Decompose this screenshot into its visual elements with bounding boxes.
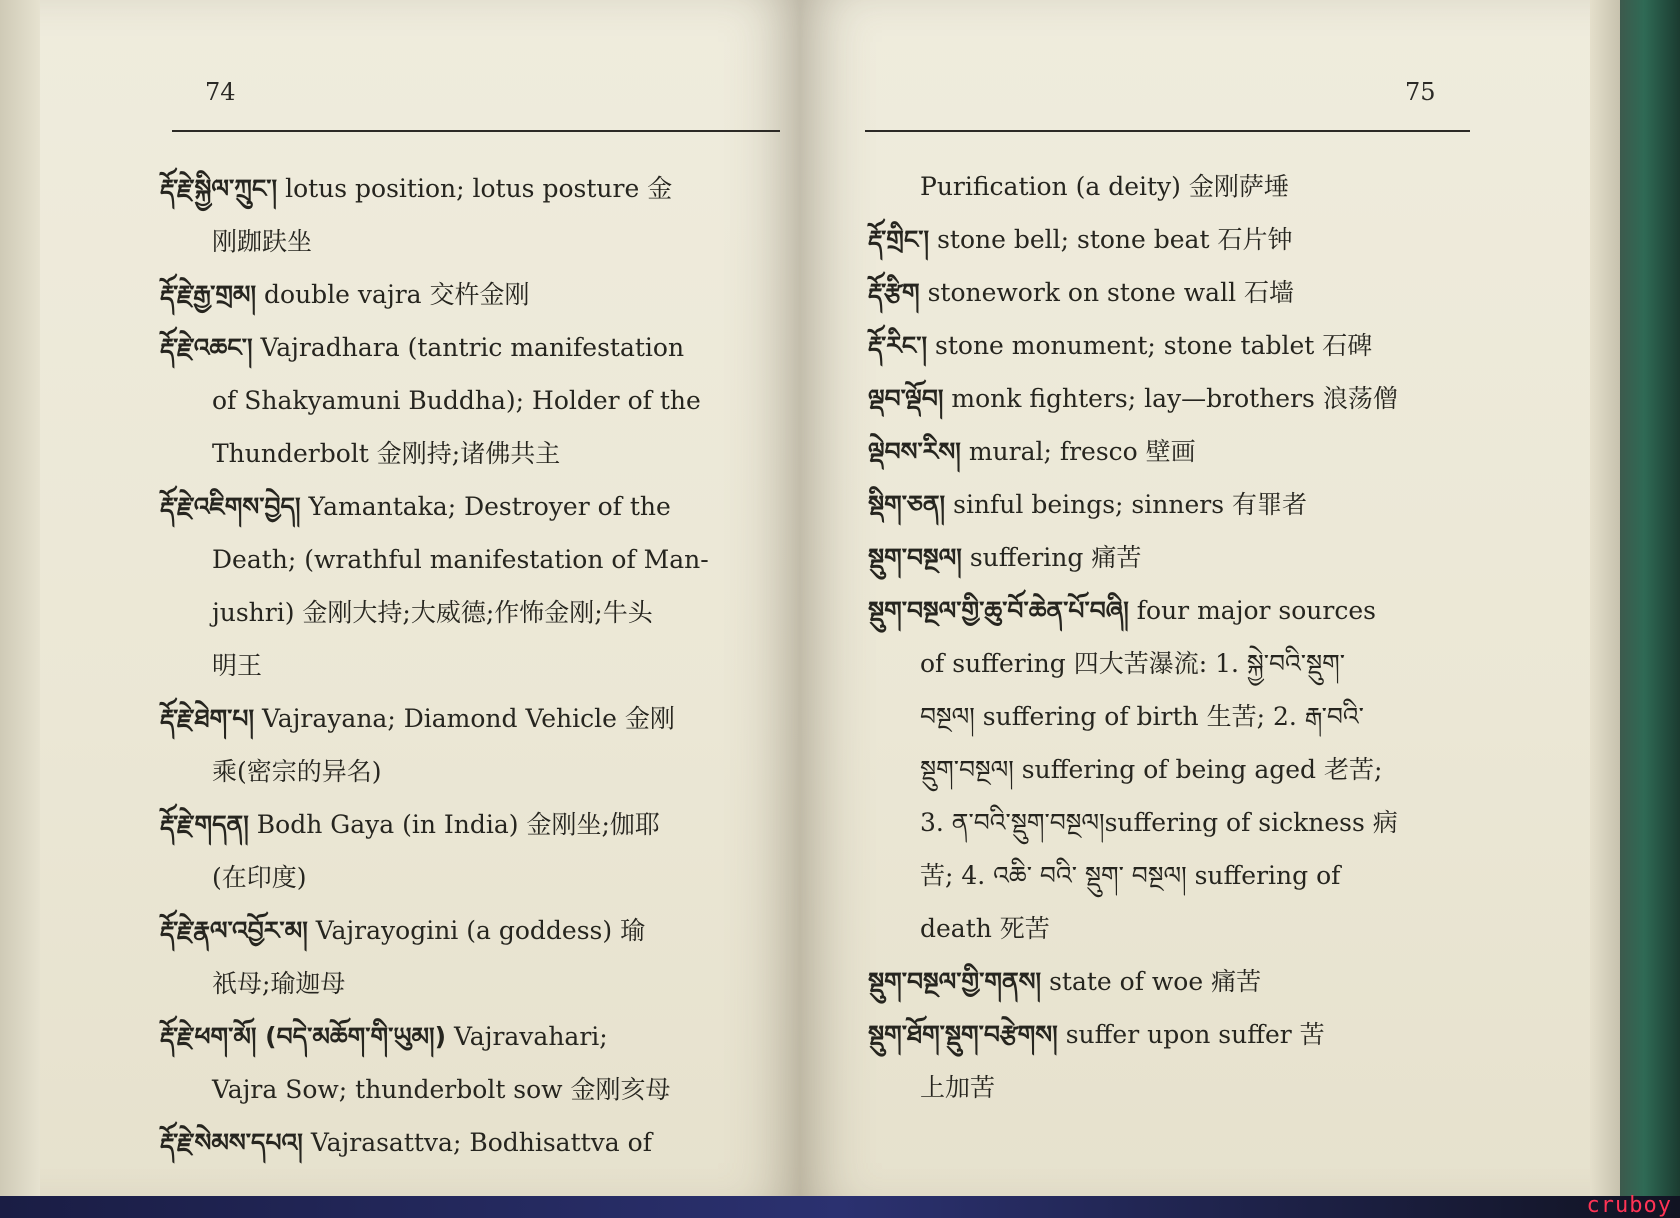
- entry-continuation-line: 3. ན་བའི་སྡུག་བསྔལ།suffering of sickness 病: [920, 808, 1398, 837]
- entry-first-line: [868, 160, 1488, 213]
- entry-definition: stonework on stone wall 石墙: [927, 278, 1295, 307]
- page-number-left: 74: [205, 78, 236, 106]
- entry-definition: Yamantaka; Destroyer of the: [308, 492, 671, 521]
- entry-definition: Vajrasattva; Bodhisattva of: [310, 1128, 652, 1157]
- entry-headword: རྡོ་རྗེ་གདན།: [160, 810, 249, 839]
- entry-continuation-line: Death; (wrathful manifestation of Man-: [212, 545, 709, 574]
- entry-continuation-line: of Shakyamuni Buddha); Holder of the: [212, 386, 701, 415]
- entry-headword: རྡོ་རྗེ་རྒྱ་གྲམ།: [160, 280, 257, 309]
- entry-headword: སྡུག་བསྔལ་གྱི་གནས།: [868, 967, 1042, 996]
- entry-definition: Vajradhara (tantric manifestation: [260, 333, 685, 362]
- entry-headword: སྡུག་ཐོག་སྡུག་བརྩེགས།: [868, 1020, 1058, 1049]
- dictionary-entry: [160, 162, 785, 268]
- watermark: cruboy: [1586, 1193, 1672, 1218]
- entry-headword: སྡུག་བསྔལ་གྱི་ཆུ་བོ་ཆེན་པོ་བཞི།: [868, 596, 1129, 625]
- entry-headword: རྡོ་རྗེ་འཆང་།: [160, 333, 253, 362]
- entry-definition: Bodh Gaya (in India) 金刚坐;伽耶: [256, 810, 660, 839]
- entry-first-line: [868, 266, 1488, 319]
- entry-continuation-line: 苦; 4. འཆི་ བའི་ སྡུག་ བསྔལ། suffering of: [920, 861, 1341, 890]
- page-edge: [1590, 0, 1620, 1205]
- entry-headword: རྡོ་རྗེ་སྐྱིལ་ཀྲུང་།: [160, 174, 278, 203]
- entry-definition: lotus position; lotus posture 金: [285, 174, 673, 203]
- entry-definition: suffer upon suffer 苦: [1065, 1020, 1325, 1049]
- dictionary-entry: [160, 1116, 785, 1169]
- entry-definition: mural; fresco 壁画: [968, 437, 1196, 466]
- book-cover-edge: [1620, 0, 1680, 1205]
- left-page: [0, 0, 800, 1205]
- entry-first-line: [160, 1116, 785, 1169]
- entry-continuation-line: བསྔལ། suffering of birth 生苦; 2. རྒ་བའི་: [920, 702, 1364, 731]
- dictionary-entry: [160, 268, 785, 321]
- dictionary-entry: [160, 1010, 785, 1116]
- entry-first-line: [868, 584, 1488, 637]
- header-rule: [172, 130, 780, 132]
- entry-definition: Purification (a deity) 金刚萨埵: [920, 172, 1289, 201]
- entry-first-line: [160, 692, 785, 745]
- entry-continuation-line: death 死苦: [920, 914, 1050, 943]
- right-page: [800, 0, 1620, 1205]
- entry-first-line: [868, 213, 1488, 266]
- entry-definition: stone bell; stone beat 石片钟: [937, 225, 1293, 254]
- entry-headword: རྡོ་རྗེ་སེམས་དཔའ།: [160, 1128, 303, 1157]
- entry-headword: རྡོ་རྗེ་ཕག་མོ། (བདེ་མཆོག་གི་ཡུམ།): [160, 1022, 447, 1051]
- entry-continuation-line: སྡུག་བསྔལ། suffering of being aged 老苦;: [920, 755, 1383, 784]
- entry-headword: སྡིག་ཅན།: [868, 490, 946, 519]
- entry-definition: sinful beings; sinners 有罪者: [953, 490, 1307, 519]
- entry-first-line: [868, 531, 1488, 584]
- dictionary-entry: [868, 372, 1488, 425]
- dictionary-entry: [868, 160, 1488, 213]
- entry-continuation-line: 上加苦: [920, 1073, 996, 1102]
- entry-continuation-line: jushri) 金刚大持;大威德;作怖金刚;牛头: [212, 598, 653, 627]
- entry-continuation-line: of suffering 四大苦瀑流: 1. སྐྱེ་བའི་སྡུག་: [920, 649, 1346, 678]
- entry-headword: རྡོ་རྗེ་ཐེག་པ།: [160, 704, 255, 733]
- dictionary-entry: [868, 425, 1488, 478]
- entry-first-line: [868, 478, 1488, 531]
- entry-first-line: [868, 1008, 1488, 1061]
- dictionary-entry: [160, 480, 785, 692]
- entry-headword: ལྡེབས་རིས།: [868, 437, 961, 466]
- entry-headword: རྡོ་རིང་།: [868, 331, 928, 360]
- entry-first-line: [160, 268, 785, 321]
- entry-first-line: [160, 904, 785, 957]
- entry-continuation-line: Thunderbolt 金刚持;诸佛共主: [212, 439, 561, 468]
- entry-first-line: [868, 319, 1488, 372]
- entry-continuation-line: 乘(密宗的异名): [212, 757, 382, 786]
- dictionary-entry: [868, 584, 1488, 955]
- entry-definition: state of woe 痛苦: [1049, 967, 1262, 996]
- entry-first-line: [160, 1010, 785, 1063]
- dictionary-entry: [868, 266, 1488, 319]
- dictionary-entry: [868, 531, 1488, 584]
- entry-definition: suffering 痛苦: [969, 543, 1142, 572]
- dictionary-entry: [160, 321, 785, 480]
- entry-headword: སྡུག་བསྔལ།: [868, 543, 962, 572]
- dictionary-entry: [868, 319, 1488, 372]
- entry-definition: double vajra 交杵金刚: [264, 280, 530, 309]
- dictionary-entry: [868, 1008, 1488, 1114]
- entry-headword: རྡོ་གྲིང་།: [868, 225, 930, 254]
- entry-list: [868, 160, 1488, 1114]
- entry-continuation-line: Vajra Sow; thunderbolt sow 金刚亥母: [212, 1075, 671, 1104]
- dictionary-entry: [160, 692, 785, 798]
- entry-headword: རྡོ་རྗེ་འཇིགས་བྱེད།: [160, 492, 301, 521]
- entry-continuation-line: 明王: [212, 651, 263, 680]
- entry-first-line: [868, 955, 1488, 1008]
- dictionary-entry: [160, 798, 785, 904]
- entry-headword: རྡོ་རྩིག: [868, 278, 920, 307]
- entry-continuation-line: 刚跏趺坐: [212, 227, 313, 256]
- dictionary-entry: [868, 478, 1488, 531]
- entry-definition: four major sources: [1136, 596, 1376, 625]
- dictionary-entry: [160, 904, 785, 1010]
- entry-first-line: [868, 425, 1488, 478]
- entry-first-line: [160, 162, 785, 215]
- header-rule: [865, 130, 1470, 132]
- entry-definition: monk fighters; lay—brothers 浪荡僧: [951, 384, 1398, 413]
- entry-definition: Vajrayogini (a goddess) 瑜: [315, 916, 646, 945]
- entry-first-line: [160, 321, 785, 374]
- entry-headword: རྡོ་རྗེ་རྣལ་འབྱོར་མ།: [160, 916, 308, 945]
- page-number-right: 75: [1405, 78, 1436, 106]
- entry-definition: Vajrayana; Diamond Vehicle 金刚: [262, 704, 675, 733]
- entry-first-line: [160, 480, 785, 533]
- entry-continuation-line: (在印度): [212, 863, 307, 892]
- entry-list: [160, 162, 785, 1169]
- scanner-bottom: [0, 1196, 1680, 1218]
- entry-headword: ལྡབ་ལྡོབ།: [868, 384, 944, 413]
- entry-first-line: [868, 372, 1488, 425]
- entry-first-line: [160, 798, 785, 851]
- dictionary-entry: [868, 955, 1488, 1008]
- entry-definition: stone monument; stone tablet 石碑: [935, 331, 1373, 360]
- entry-definition: Vajravahari;: [454, 1022, 608, 1051]
- page-edge: [0, 0, 40, 1205]
- entry-continuation-line: 祇母;瑜迦母: [212, 969, 346, 998]
- dictionary-entry: [868, 213, 1488, 266]
